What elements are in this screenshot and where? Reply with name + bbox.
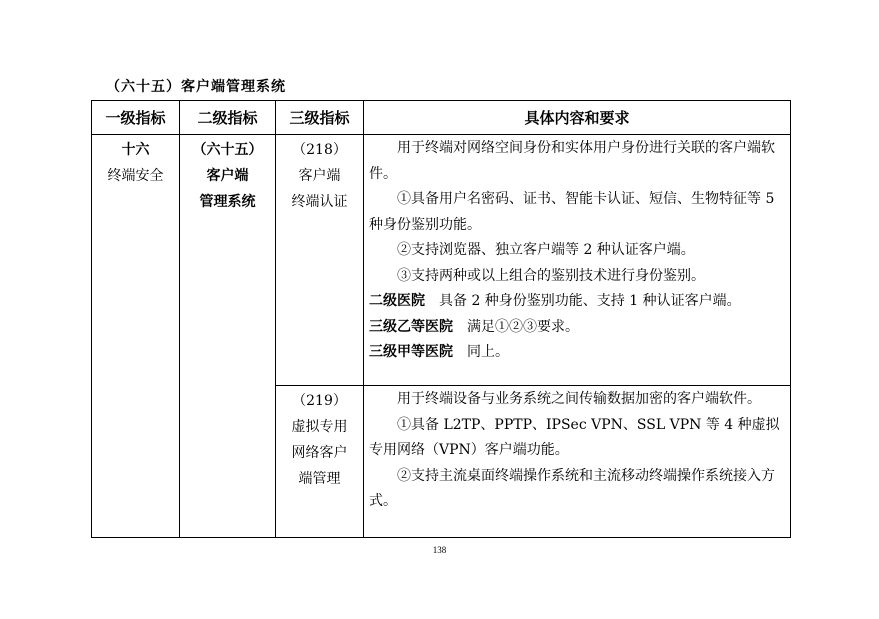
level3-218-number: （218） (292, 142, 347, 158)
req2-218: ②支持浏览器、独立客户端等 2 种认证客户端。 (397, 242, 695, 258)
grade2-requirement (369, 289, 786, 315)
content-cell-218 (364, 135, 791, 386)
grade3b-text: 满足①②③要求。 (467, 318, 579, 335)
header-level3: 三级指标 (276, 101, 364, 135)
level2-cell (180, 135, 276, 538)
grade2-text: 具备 2 种身份鉴别功能、支持 1 种认证客户端。 (439, 293, 741, 309)
level3-219-name-3: 端管理 (298, 471, 341, 487)
level3-219-name-2: 网络客户 (291, 445, 348, 461)
header-level2: 二级指标 (180, 101, 276, 135)
level1-cell (92, 135, 180, 538)
level3-219-number: （219） (292, 393, 347, 409)
grade3b-requirement (369, 315, 786, 341)
level3-cell-219 (276, 386, 364, 538)
level3-218-name-1: 客户端 (298, 168, 341, 184)
header-level1: 一级指标 (92, 101, 180, 135)
page-number: 138 (432, 545, 447, 555)
content-cell-219 (364, 386, 791, 538)
grade2-label: 二级医院 (369, 293, 425, 309)
req2-219: ②支持主流桌面终端操作系统和主流移动终端操作系统接入方式。 (369, 467, 775, 509)
level3-cell-218 (276, 135, 364, 386)
grade3b-label: 三级乙等医院 (369, 318, 453, 335)
table-row (92, 135, 791, 386)
level3-219-name-1: 虚拟专用 (291, 419, 348, 435)
grade3a-label: 三级甲等医院 (369, 344, 453, 360)
req3-218: ③支持两种或以上组合的鉴别技术进行身份鉴别。 (397, 267, 705, 284)
table-header-row (92, 101, 791, 135)
level2-number: （六十五） (192, 142, 263, 158)
header-content: 具体内容和要求 (364, 101, 791, 135)
intro-219: 用于终端设备与业务系统之间传输数据加密的客户端软件。 (397, 391, 761, 407)
section-title: （六十五）客户端管理系统 (106, 79, 286, 95)
level1-name: 终端安全 (107, 168, 164, 184)
grade3a-requirement (369, 340, 786, 366)
req1-218: ①具备用户名密码、证书、智能卡认证、短信、生物特征等 5 种身份鉴别功能。 (369, 191, 775, 233)
level2-name-1: 客户端 (206, 168, 249, 184)
level1-number: 十六 (121, 142, 150, 158)
req1-219: ①具备 L2TP、PPTP、IPSec VPN、SSL VPN 等 4 种虚拟专用网络（VPN）客户端功能。 (369, 416, 780, 458)
grade3a-text: 同上。 (467, 344, 509, 360)
intro-218: 用于终端对网络空间身份和实体用户身份进行关联的客户端软件。 (369, 140, 775, 182)
level3-218-name-2: 终端认证 (291, 194, 348, 210)
level2-name-2: 管理系统 (199, 194, 256, 210)
requirements-table (91, 100, 791, 538)
